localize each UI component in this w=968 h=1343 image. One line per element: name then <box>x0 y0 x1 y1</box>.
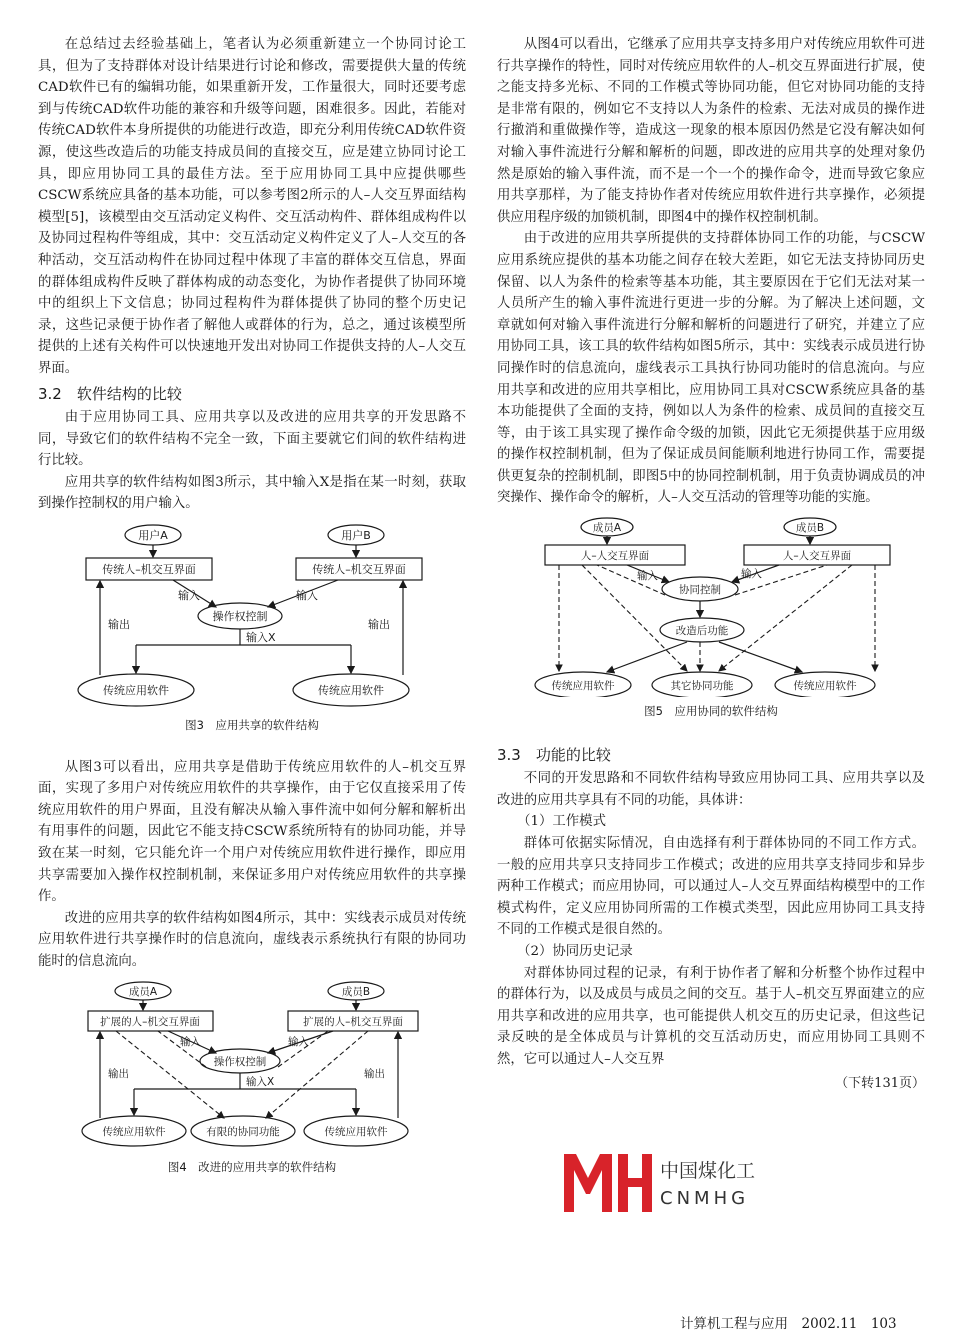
continued-note: （下转131页） <box>835 1075 925 1091</box>
app-left-label: 传统应用软件 <box>103 684 169 698</box>
output-right-label: 输出 <box>368 618 390 632</box>
user-a-label: 用户A <box>138 529 168 543</box>
figure-4-diagram <box>38 981 466 1153</box>
input-right-label: 输入 <box>296 589 318 603</box>
watermark-cn: 中国煤化工 <box>660 1160 756 1182</box>
watermark-en: CNMHG <box>660 1188 750 1209</box>
input-right-label: 输入 <box>741 568 762 581</box>
watermark-logo <box>562 1152 784 1214</box>
right-column <box>497 34 925 1094</box>
paragraph: 应用共享的软件结构如图3所示，其中输入X是指在某一时刻，获取到操作控制权的用户输入。 <box>38 474 466 512</box>
input-right-label: 输入 <box>288 1035 309 1048</box>
input-left-label: 输入 <box>637 570 658 583</box>
paragraph: 从图3可以看出，应用共享是借助于传统应用软件的人–机交互界面，实现了多用户对传统应用软件的共享操作，由于它仅直接采用了传统应用软件的用户界面，且没有解决从输入事件流中如何分解和解析出有用事件的问题，因此它不能支持CSCW系统所特有的协同功能，并导致在某一时刻，它只能允许一个用户对传统应用软件进行操作，即应用共享需要加入操作权控制机制，来保证多用户对传统应用软件的共享操作。 <box>38 759 466 905</box>
app-right-label: 传统应用软件 <box>793 680 857 693</box>
ui-right-label: 人–人交互界面 <box>782 550 852 563</box>
output-left-label: 输出 <box>108 618 130 632</box>
output-right-label: 输出 <box>364 1067 385 1080</box>
paragraph: 不同的开发思路和不同软件结构导致应用协同工具、应用共享以及改进的应用共享具有不同的功能，具体讲： <box>497 771 925 808</box>
control-label: 操作权控制 <box>213 1055 267 1068</box>
control-label: 协同控制 <box>679 584 721 597</box>
section-heading-3-3: 3.3 功能的比较 <box>497 745 611 764</box>
input-left-label: 输入 <box>178 589 200 603</box>
user-b-label: 用户B <box>341 529 371 543</box>
paragraph: 由于改进的应用共享所提供的支持群体协同工作的功能，与CSCW应用系统应提供的基本功能之间存在较大差距，如它无法支持协同历史保留、以人为条件的检索等基本功能，其主要原因在于它们无法对某一人员所产生的输入事件流进行更进一步的分解。为了解决上述问题，文章就如何对输入事件流进行分解和解析的问题进行了研究，并建立了应用协同工具，该工具的软件结构如图5所示，其中：实线表示成员进行协同操作时的信息流向，虚线表示工具执行协同功能时的信息流向。与应用共享和改进的应用共享相比，应用协同工具对CSCW系统应具备的基本功能提供了全面的支持，例如以人为条件的检索、成员间的直接交互等，由于该工具实现了操作命令级的加锁，因此它无须提供基于应用级的操作权控制机制，但为了保证成员间能顺利地进行协同工作，需要提供更复杂的控制机制，即图5中的协同控制机制，用于负责协调成员的冲突操作、操作命令的解析，人–人交互活动的管理等功能的实施。 <box>497 231 925 506</box>
paragraph: 在总结过去经验基础上，笔者认为必须重新建立一个协同讨论工具，但为了支持群体对设计结果进行讨论和修改，需要提供大量的传统CAD软件已有的编辑功能，如果重新开发，工作量很大，同时还要考虑到与传统CAD软件功能的兼容和升级等问题，困难很多。因此，若能对传统CAD软件本身所提供的功能进行改造，即充分利用传统CAD软件资源，使这些改造后的功能支持成员间的直接交互，应是建立协同讨论工具，即应用协同工具的最佳方法。至于应用协同工具中应提供哪些CSCW系统应具备的基本功能，可以参考图2所示的人–人交互界面结构模型[5]，该模型由交互活动定义构件、交互活动构件、群体组成构件以及协同过程构件等组成，其中：交互活动定义构件定义了人–人交互的各种活动，交互活动构件在协同过程中体现了丰富的群体交互信息，界面的群体组成构件反映了群体构成的动态变化，为协作者提供了协同环境中的组织上下文信息；协同过程构件为群体提供了协同的整个历史记录，这些记录便于协作者了解他人或群体的行为，总之，通过该模型所提供的上述有关构件可以快速地开发出对协同工作提供支持的人–人交互界面。 <box>38 37 466 376</box>
control-label: 操作权控制 <box>212 610 268 624</box>
limited-collab-label: 有限的协同功能 <box>206 1125 280 1138</box>
figure-3 <box>38 523 466 737</box>
ui-left-label: 人–人交互界面 <box>580 550 650 563</box>
output-left-label: 输出 <box>108 1067 129 1080</box>
member-a-label: 成员A <box>592 522 622 535</box>
section-heading-3-2: 3.2 软件结构的比较 <box>38 384 182 403</box>
list-item-1: （1）工作模式 <box>517 814 606 830</box>
figure-3-caption: 图3 应用共享的软件结构 <box>185 718 319 733</box>
figure-4 <box>38 981 466 1179</box>
input-left-label: 输入 <box>180 1035 201 1048</box>
improved-function-label: 改造后功能 <box>675 625 729 638</box>
app-left-label: 传统应用软件 <box>551 680 615 693</box>
member-b-label: 成员B <box>341 985 371 998</box>
app-right-label: 传统应用软件 <box>318 684 384 698</box>
member-a-label: 成员A <box>128 985 158 998</box>
app-right-label: 传统应用软件 <box>324 1125 388 1138</box>
other-collab-label: 其它协同功能 <box>670 680 734 693</box>
paragraph: 群体可依据实际情况，自由选择有利于群体协同的不同工作方式。一般的应用共享只支持同步工作模式；改进的应用共享支持同步和异步两种工作模式；而应用协同，可以通过人–人交互界面结构模型中的工作模式构件，定义应用协同所需的工作模式类型，因此应用协同工具支持不同的工作模式是很自然的。 <box>497 836 925 938</box>
member-b-label: 成员B <box>795 522 825 535</box>
left-column <box>38 34 466 1182</box>
ui-right-label: 扩展的人–机交互界面 <box>303 1015 403 1028</box>
figure-4-caption: 图4 改进的应用共享的软件结构 <box>167 1159 337 1174</box>
ui-left-label: 扩展的人–机交互界面 <box>100 1015 200 1028</box>
paragraph: 由于应用协同工具、应用共享以及改进的应用共享的开发思路不同，导致它们的软件结构不完全一致，下面主要就它们间的软件结构进行比较。 <box>38 410 466 469</box>
ui-right-label: 传统人–机交互界面 <box>312 563 406 577</box>
paragraph: 从图4可以看出，它继承了应用共享支持多用户对传统应用软件可进行共享操作的特性，同时对传统应用软件的人–机交互界面进行扩展，使之能支持多光标、不同的工作模式等协同功能，但它对协同功能的支持是非常有限的，例如它不支持以人为条件的检索、无法对成员的操作进行撤消和重做操作等，造成这一现象的根本原因仍然是它没有解决如何对输入事件流进行分解和解析的问题，即改进的应用共享的处理对象仍然是原始的输入事件流，而不是一个一个的操作命令，进而导致它象应用共享那样，为了能支持协作者对传统应用软件进行共享操作，必须提供应用程序级的加锁机制，即图4中的操作权控制机制。 <box>497 37 925 225</box>
figure-5-diagram <box>497 517 925 697</box>
paragraph: 改进的应用共享的软件结构如图4所示，其中：实线表示成员对传统应用软件进行共享操作时的信息流向，虚线表示系统执行有限的协同功能时的信息流向。 <box>38 910 466 969</box>
ui-left-label: 传统人–机交互界面 <box>102 563 196 577</box>
list-item-2: （2）协同历史记录 <box>517 944 633 959</box>
input-x-label: 输入X <box>246 1075 275 1088</box>
figure-5-caption: 图5 应用协同的软件结构 <box>644 704 778 719</box>
paragraph: 对群体协同过程的记录，有利于协作者了解和分析整个协作过程中的群体行为，以及成员与成员之间的交互。基于人–机交互界面建立的应用共享和改进的应用共享，也可能提供人机交互的历史记录，但这些记录反映的是全体成员与计算机的交互活动历史，而应用协同工具则不然，它可以通过人–人交互界 <box>497 965 925 1067</box>
figure-3-diagram <box>38 523 466 711</box>
app-left-label: 传统应用软件 <box>102 1125 166 1138</box>
input-x-label: 输入X <box>246 631 276 645</box>
page-footer: 计算机工程与应用 2002.11 103 <box>680 1316 897 1332</box>
figure-5 <box>497 517 925 723</box>
